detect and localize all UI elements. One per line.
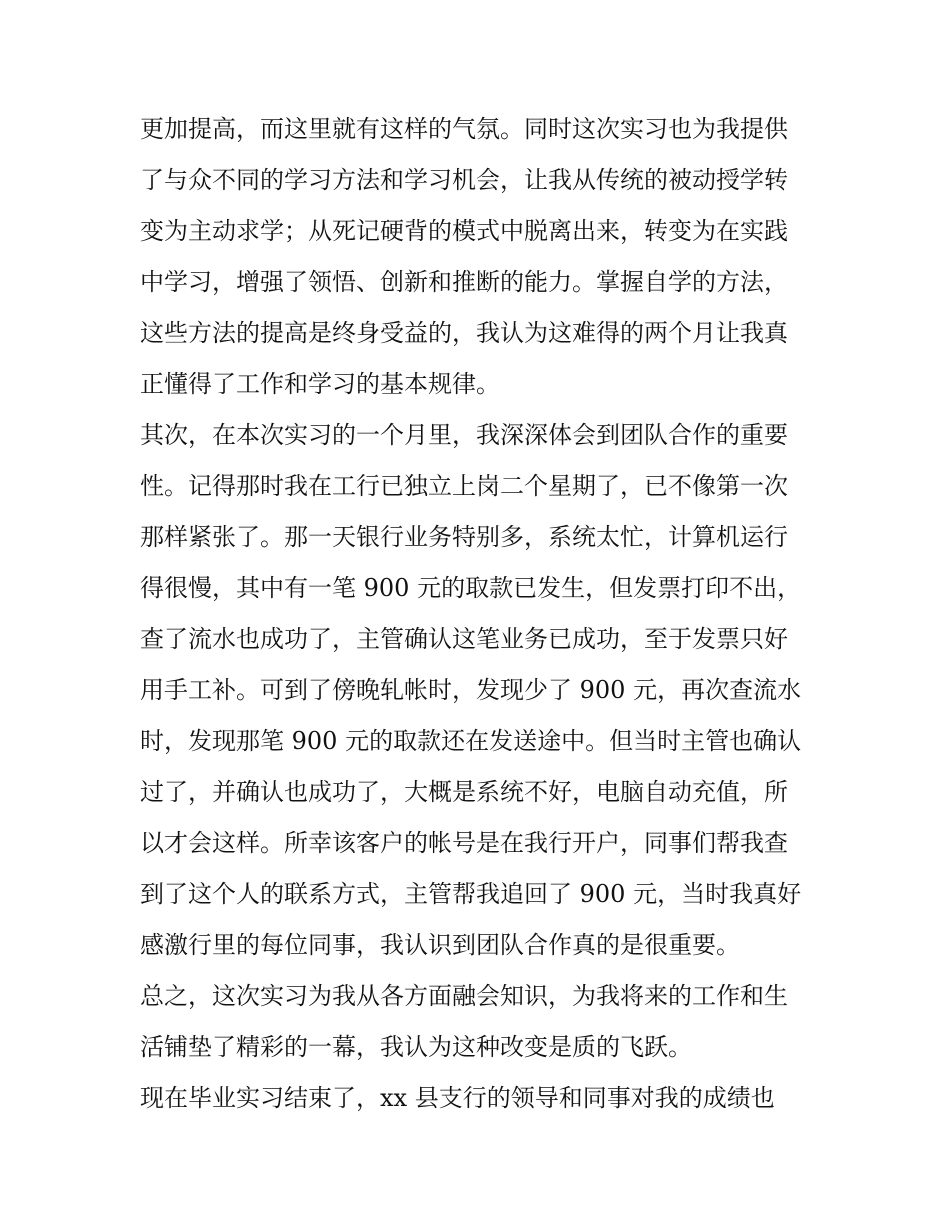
- text-line: 感激行里的每位同事，我认识到团队合作真的是很重要。: [140, 931, 740, 959]
- text-line: 更加提高，而这里就有这样的气氛。同时这次实习也为我提供: [140, 115, 788, 143]
- text-line: 正懂得了工作和学习的基本规律。: [140, 370, 500, 398]
- text-line: 以才会这样。所幸该客户的帐号是在我行开户，同事们帮我查: [140, 829, 788, 857]
- text-line: 用手工补。可到了傍晚轧帐时，发现少了 900 元，再次查流水: [140, 676, 802, 704]
- text-line: 这些方法的提高是终身受益的，我认为这难得的两个月让我真: [140, 319, 788, 347]
- text-line: 其次，在本次实习的一个月里，我深深体会到团队合作的重要: [140, 421, 788, 449]
- text-line: 现在毕业实习结束了，xx 县支行的领导和同事对我的成绩也: [140, 1084, 775, 1112]
- text-line: 性。记得那时我在工行已独立上岗二个星期了，已不像第一次: [140, 472, 788, 500]
- text-line: 那样紧张了。那一天银行业务特别多，系统太忙，计算机运行: [140, 523, 788, 551]
- text-line: 得很慢，其中有一笔 900 元的取款已发生，但发票打印不出，: [140, 574, 802, 602]
- text-line: 查了流水也成功了，主管确认这笔业务已成功，至于发票只好: [140, 625, 788, 653]
- text-line: 到了这个人的联系方式，主管帮我追回了 900 元，当时我真好: [140, 880, 802, 908]
- text-line: 活铺垫了精彩的一幕，我认为这种改变是质的飞跃。: [140, 1033, 692, 1061]
- text-line: 变为主动求学；从死记硬背的模式中脱离出来，转变为在实践: [140, 217, 788, 245]
- text-line: 了与众不同的学习方法和学习机会，让我从传统的被动授学转: [140, 166, 788, 194]
- text-line: 时，发现那笔 900 元的取款还在发送途中。但当时主管也确认: [140, 727, 802, 755]
- text-line: 总之，这次实习为我从各方面融会知识，为我将来的工作和生: [140, 982, 788, 1010]
- text-line: 过了，并确认也成功了，大概是系统不好，电脑自动充值，所: [140, 778, 788, 806]
- text-line: 中学习，增强了领悟、创新和推断的能力。掌握自学的方法，: [140, 268, 788, 296]
- document-body: [140, 104, 820, 1124]
